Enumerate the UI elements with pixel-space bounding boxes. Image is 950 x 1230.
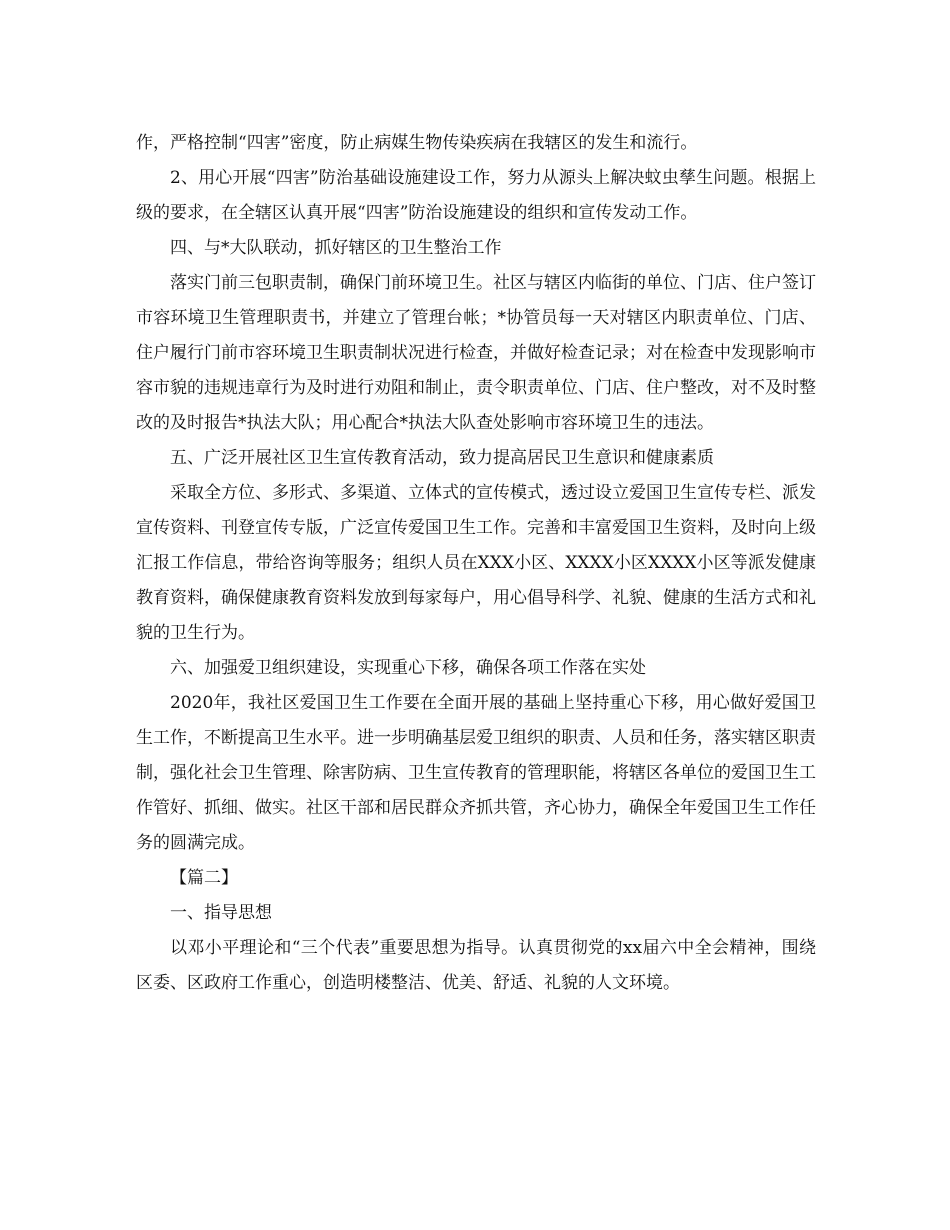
paragraph-continuation: 作，严格控制“四害”密度，防止病媒生物传染疾病在我辖区的发生和流行。 [136,133,698,153]
part-heading: 【篇二】 [170,868,238,888]
paragraph-section-5-body: 采取全方位、多形式、多渠道、立体式的宣传模式，透过设立爱国卫生宣传专栏、派发宣传资料、刊登宣传专版，广泛宣传爱国卫生工作。完善和丰富爱国卫生资料，及时向上级汇报工作信息，带给咨询等服务；组织人员在XXX小区、XXXX小区XXXX小区等派发健康教育资料，确保健康教育资料发放到每家每户，用心倡导科学、礼貌、健康的生活方式和礼貌的卫生行为。 [136,483,816,643]
paragraph-section-6-body: 2020年，我社区爱国卫生工作要在全面开展的基础上坚持重心下移，用心做好爱国卫生工作，不断提高卫生水平。进一步明确基层爱卫组织的职责、人员和任务，落实辖区职责制，强化社会卫生管理、除害防病、卫生宣传教育的管理职能，将辖区各单位的爱国卫生工作管好、抓细、做实。社区干部和居民群众齐抓共管，齐心协力，确保全年爱国卫生工作任务的圆满完成。 [136,693,816,853]
section-heading-6: 六、加强爱卫组织建设，实现重心下移，确保各项工作落在实处 [170,658,646,678]
paragraph-item-2: 2、用心开展“四害”防治基础设施建设工作，努力从源头上解决蚊虫孳生问题。根据上级的要求，在全辖区认真开展“四害”防治设施建设的组织和宣传发动工作。 [136,168,816,223]
document-body [136,126,816,1001]
section-heading-4: 四、与*大队联动，抓好辖区的卫生整治工作 [170,238,502,258]
section-heading-guiding-ideology: 一、指导思想 [170,903,272,923]
paragraph-section-4-body: 落实门前三包职责制，确保门前环境卫生。社区与辖区内临街的单位、门店、住户签订市容环境卫生管理职责书，并建立了管理台帐；*协管员每一天对辖区内职责单位、门店、住户履行门前市容环境卫生职责制状况进行检查，并做好检查记录；对在检查中发现影响市容市貌的违规违章行为及时进行劝阻和制止，责令职责单位、门店、住户整改，对不及时整改的及时报告*执法大队；用心配合*执法大队查处影响市容环境卫生的违法。 [136,273,816,433]
paragraph-guiding-ideology-body: 以邓小平理论和“三个代表”重要思想为指导。认真贯彻党的xx届六中全会精神，围绕区委、区政府工作重心，创造明楼整洁、优美、舒适、礼貌的人文环境。 [136,938,816,993]
section-heading-5: 五、广泛开展社区卫生宣传教育活动，致力提高居民卫生意识和健康素质 [170,448,714,468]
